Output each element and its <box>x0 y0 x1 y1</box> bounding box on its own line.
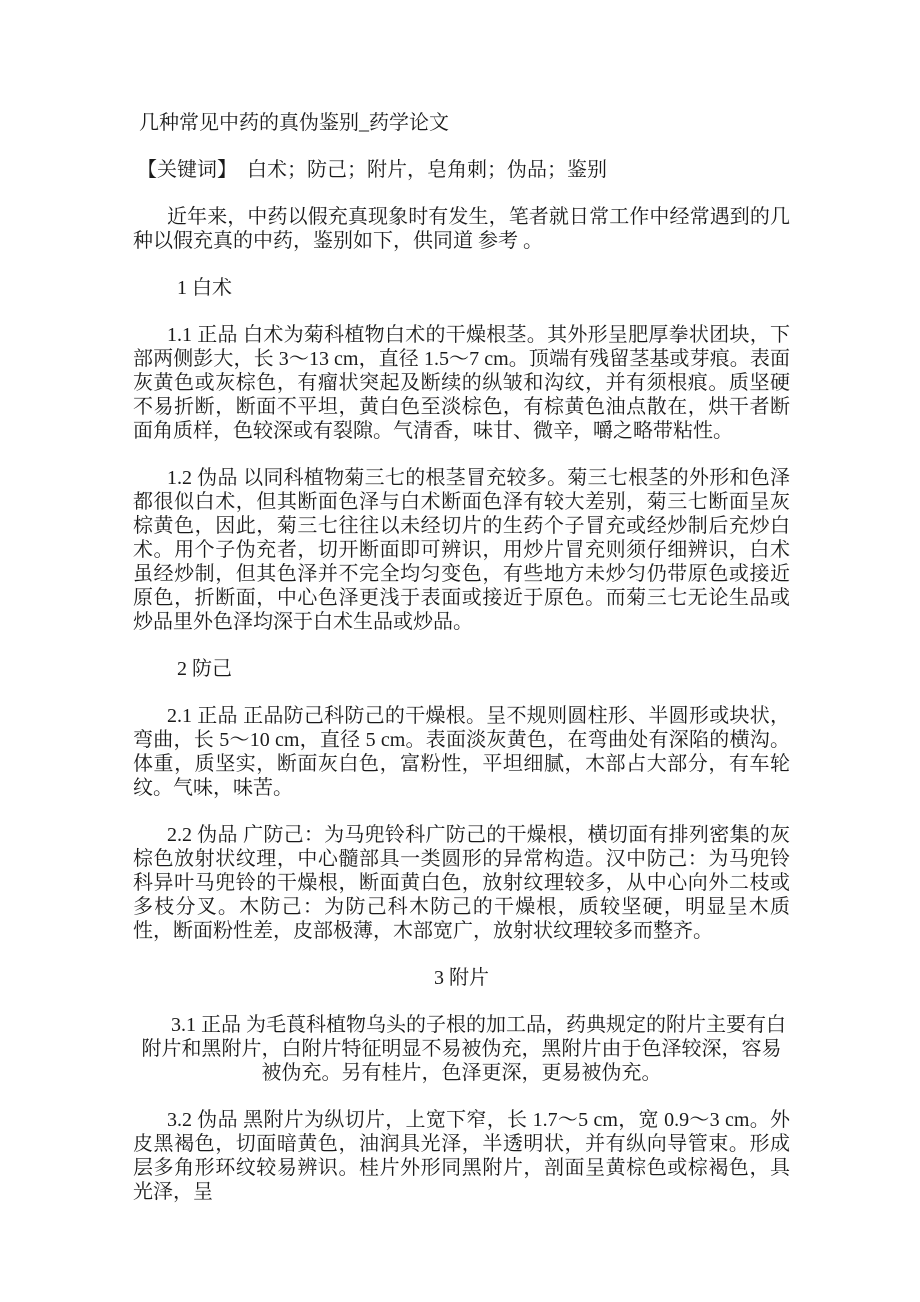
section-2-1-paragraph: 2.1 正品 正品防己科防己的干燥根。呈不规则圆柱形、半圆形或块状，弯曲，长 5～10 cm，直径 5 cm。表面淡灰黄色，在弯曲处有深陷的横沟。体重，质坚实，断面灰白色，富粉性，平坦细腻，木部占大部分，有车轮纹。气味，味苦。 <box>133 705 790 799</box>
document-page <box>133 111 790 1204</box>
keywords-line: 【关键词】 白术；防己；附片，皂角刺；伪品；鉴别 <box>137 159 607 181</box>
section-3-heading: 3 附片 <box>434 967 489 989</box>
section-1-2-paragraph: 1.2 伪品 以同科植物菊三七的根茎冒充较多。菊三七根茎的外形和色泽都很似白术，但其断面色泽与白术断面色泽有较大差别，菊三七断面呈灰棕黄色，因此，菊三七往往以未经切片的生药个子冒充或经炒制后充炒白术。用个子伪充者，切开断面即可辨识，用炒片冒充则须仔细辨识，白术虽经炒制，但其色泽并不完全均匀变色，有些地方未炒匀仍带原色或接近原色，折断面，中心色泽更浅于表面或接近于原色。而菊三七无论生品或炒品里外色泽均深于白术生品或炒品。 <box>133 467 790 633</box>
section-3-2-paragraph: 3.2 伪品 黑附片为纵切片，上宽下窄，长 1.7～5 cm，宽 0.9～3 cm。外皮黑褐色，切面暗黄色，油润具光泽，半透明状，并有纵向导管束。形成层多角形环纹较易辨识。桂片外形同黑附片，剖面呈黄棕色或棕褐色，具光泽，呈 <box>133 1109 790 1203</box>
section-3-1-paragraph: 3.1 正品 为毛莨科植物乌头的子根的加工品，药典规定的附片主要有白附片和黑附片，白附片特征明显不易被伪充，黑附片由于色泽较深，容易被伪充。另有桂片，色泽更深，更易被伪充。 <box>141 1014 786 1084</box>
section-1-heading: 1 白术 <box>177 277 232 299</box>
section-1-1-paragraph: 1.1 正品 白术为菊科植物白术的干燥根茎。其外形呈肥厚拳状团块，下部两侧彭大，长 3～13 cm，直径 1.5～7 cm。顶端有残留茎基或芽痕。表面灰黄色或灰棕色，有瘤状突起及断续的纵皱和沟纹，并有须根痕。质坚硬不易折断，断面不平坦，黄白色至淡棕色，有棕黄色油点散在，烘干者断面角质样，色较深或有裂隙。气清香，味甘、微辛，嚼之略带粘性。 <box>133 324 790 442</box>
section-2-2-paragraph: 2.2 伪品 广防己：为马兜铃科广防己的干燥根，横切面有排列密集的灰棕色放射状纹理，中心髓部具一类圆形的异常构造。汉中防己：为马兜铃科异叶马兜铃的干燥根，断面黄白色，放射纹理较多，从中心向外二枝或多枝分叉。木防己：为防己科木防己的干燥根，质较坚硬，明显呈木质性，断面粉性差，皮部极薄，木部宽广，放射状纹理较多而整齐。 <box>133 824 790 942</box>
doc-title: 几种常见中药的真伪鉴别_药学论文 <box>139 112 449 134</box>
section-2-heading: 2 防己 <box>177 658 232 680</box>
intro-paragraph: 近年来，中药以假充真现象时有发生，笔者就日常工作中经常遇到的几种以假充真的中药，鉴别如下，供同道 参考 。 <box>133 206 790 252</box>
